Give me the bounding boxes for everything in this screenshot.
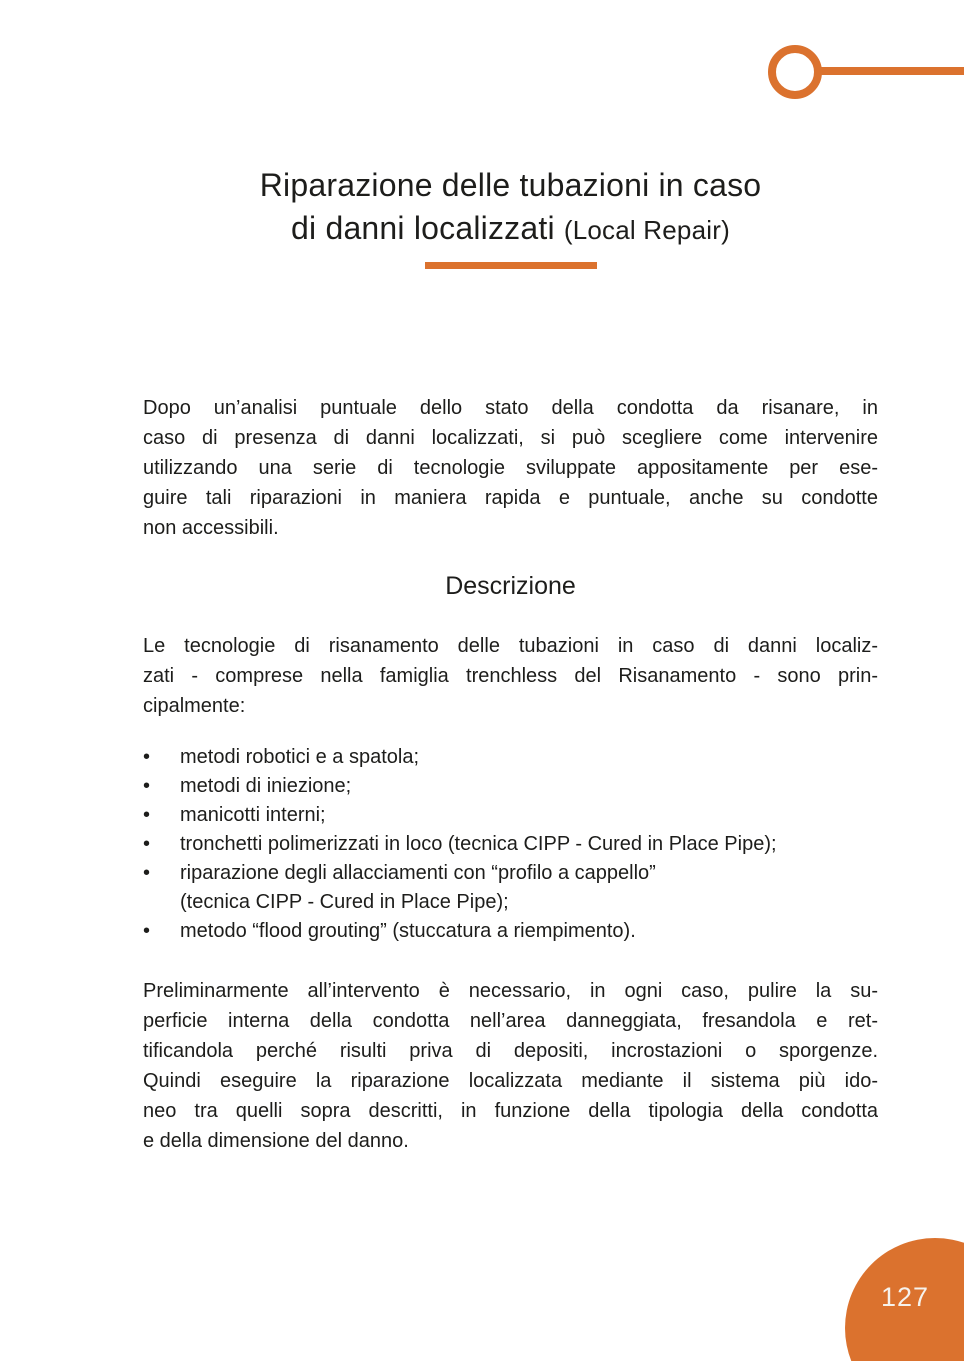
lead-paragraph [143, 631, 878, 721]
section-heading: Descrizione [445, 572, 576, 600]
list-item [143, 859, 878, 917]
title-block [143, 164, 878, 269]
page-title-line2: di danni localizzati [291, 210, 555, 246]
paragraph-line: Quindi eseguire la riparazione localizzata mediante il sistema più ido- [143, 1070, 878, 1092]
list-item [143, 743, 878, 772]
paragraph-line: e della dimensione del danno. [143, 1130, 409, 1152]
bullet-icon: • [143, 862, 151, 884]
paragraph-line: neo tra quelli sopra descritti, in funzione della tipologia della condotta [143, 1100, 878, 1122]
list-item-line: riparazione degli allacciamenti con “profilo a cappello” [180, 862, 656, 884]
paragraph-line: Preliminarmente all’intervento è necessario, in ogni caso, pulire la su- [143, 980, 878, 1002]
list-item [143, 917, 878, 946]
paragraph-line: perficie interna della condotta nell’area danneggiata, fresandola e ret- [143, 1010, 878, 1032]
list-item-text: manicotti interni; [180, 804, 326, 826]
paragraph-line: Dopo un’analisi puntuale dello stato della condotta da risanare, in [143, 397, 878, 419]
list-item [143, 772, 878, 801]
list-item [143, 830, 878, 859]
bullet-icon: • [143, 775, 151, 797]
ornament-circle-icon [768, 45, 822, 99]
paragraph-line: cipalmente: [143, 695, 246, 717]
paragraph-line: non accessibili. [143, 517, 279, 539]
list-item-text [180, 859, 878, 917]
bullet-icon: • [143, 746, 151, 768]
page-number: 127 [881, 1282, 930, 1312]
paragraph-line: tificandola perché risulti priva di depositi, incrostazioni o sporgenze. [143, 1040, 878, 1062]
list-item-line: (tecnica CIPP - Cured in Place Pipe); [180, 891, 509, 913]
list-item-text: metodi robotici e a spatola; [180, 746, 420, 768]
ornament-rule [821, 67, 964, 75]
list-item-text: metodo “flood grouting” (stuccatura a riempimento). [180, 920, 636, 942]
page-title [143, 164, 878, 252]
list-item-text: tronchetti polimerizzati in loco (tecnica CIPP - Cured in Place Pipe); [180, 833, 777, 855]
list-item-text: metodi di iniezione; [180, 775, 352, 797]
paragraph-line: guire tali riparazioni in maniera rapida e puntuale, anche su condotte [143, 487, 878, 509]
bullet-icon: • [143, 804, 151, 826]
paragraph-line: zati - comprese nella famiglia trenchless del Risanamento - sono prin- [143, 665, 878, 687]
bullet-icon: • [143, 833, 151, 855]
bullet-list [143, 743, 878, 946]
paragraph-line: utilizzando una serie di tecnologie sviluppate appositamente per ese- [143, 457, 878, 479]
paragraph-line: Le tecnologie di risanamento delle tubazioni in caso di danni localiz- [143, 635, 878, 657]
paragraph-line: caso di presenza di danni localizzati, si può scegliere come intervenire [143, 427, 878, 449]
list-item [143, 801, 878, 830]
title-underline [425, 262, 597, 269]
intro-paragraph [143, 393, 878, 543]
page-title-annotation: (Local Repair) [563, 215, 730, 245]
page-number-badge [845, 1238, 964, 1361]
page-title-line1: Riparazione delle tubazioni in caso [259, 167, 762, 203]
bullet-icon: • [143, 920, 151, 942]
body-content [143, 393, 878, 1156]
closing-paragraph [143, 976, 878, 1156]
